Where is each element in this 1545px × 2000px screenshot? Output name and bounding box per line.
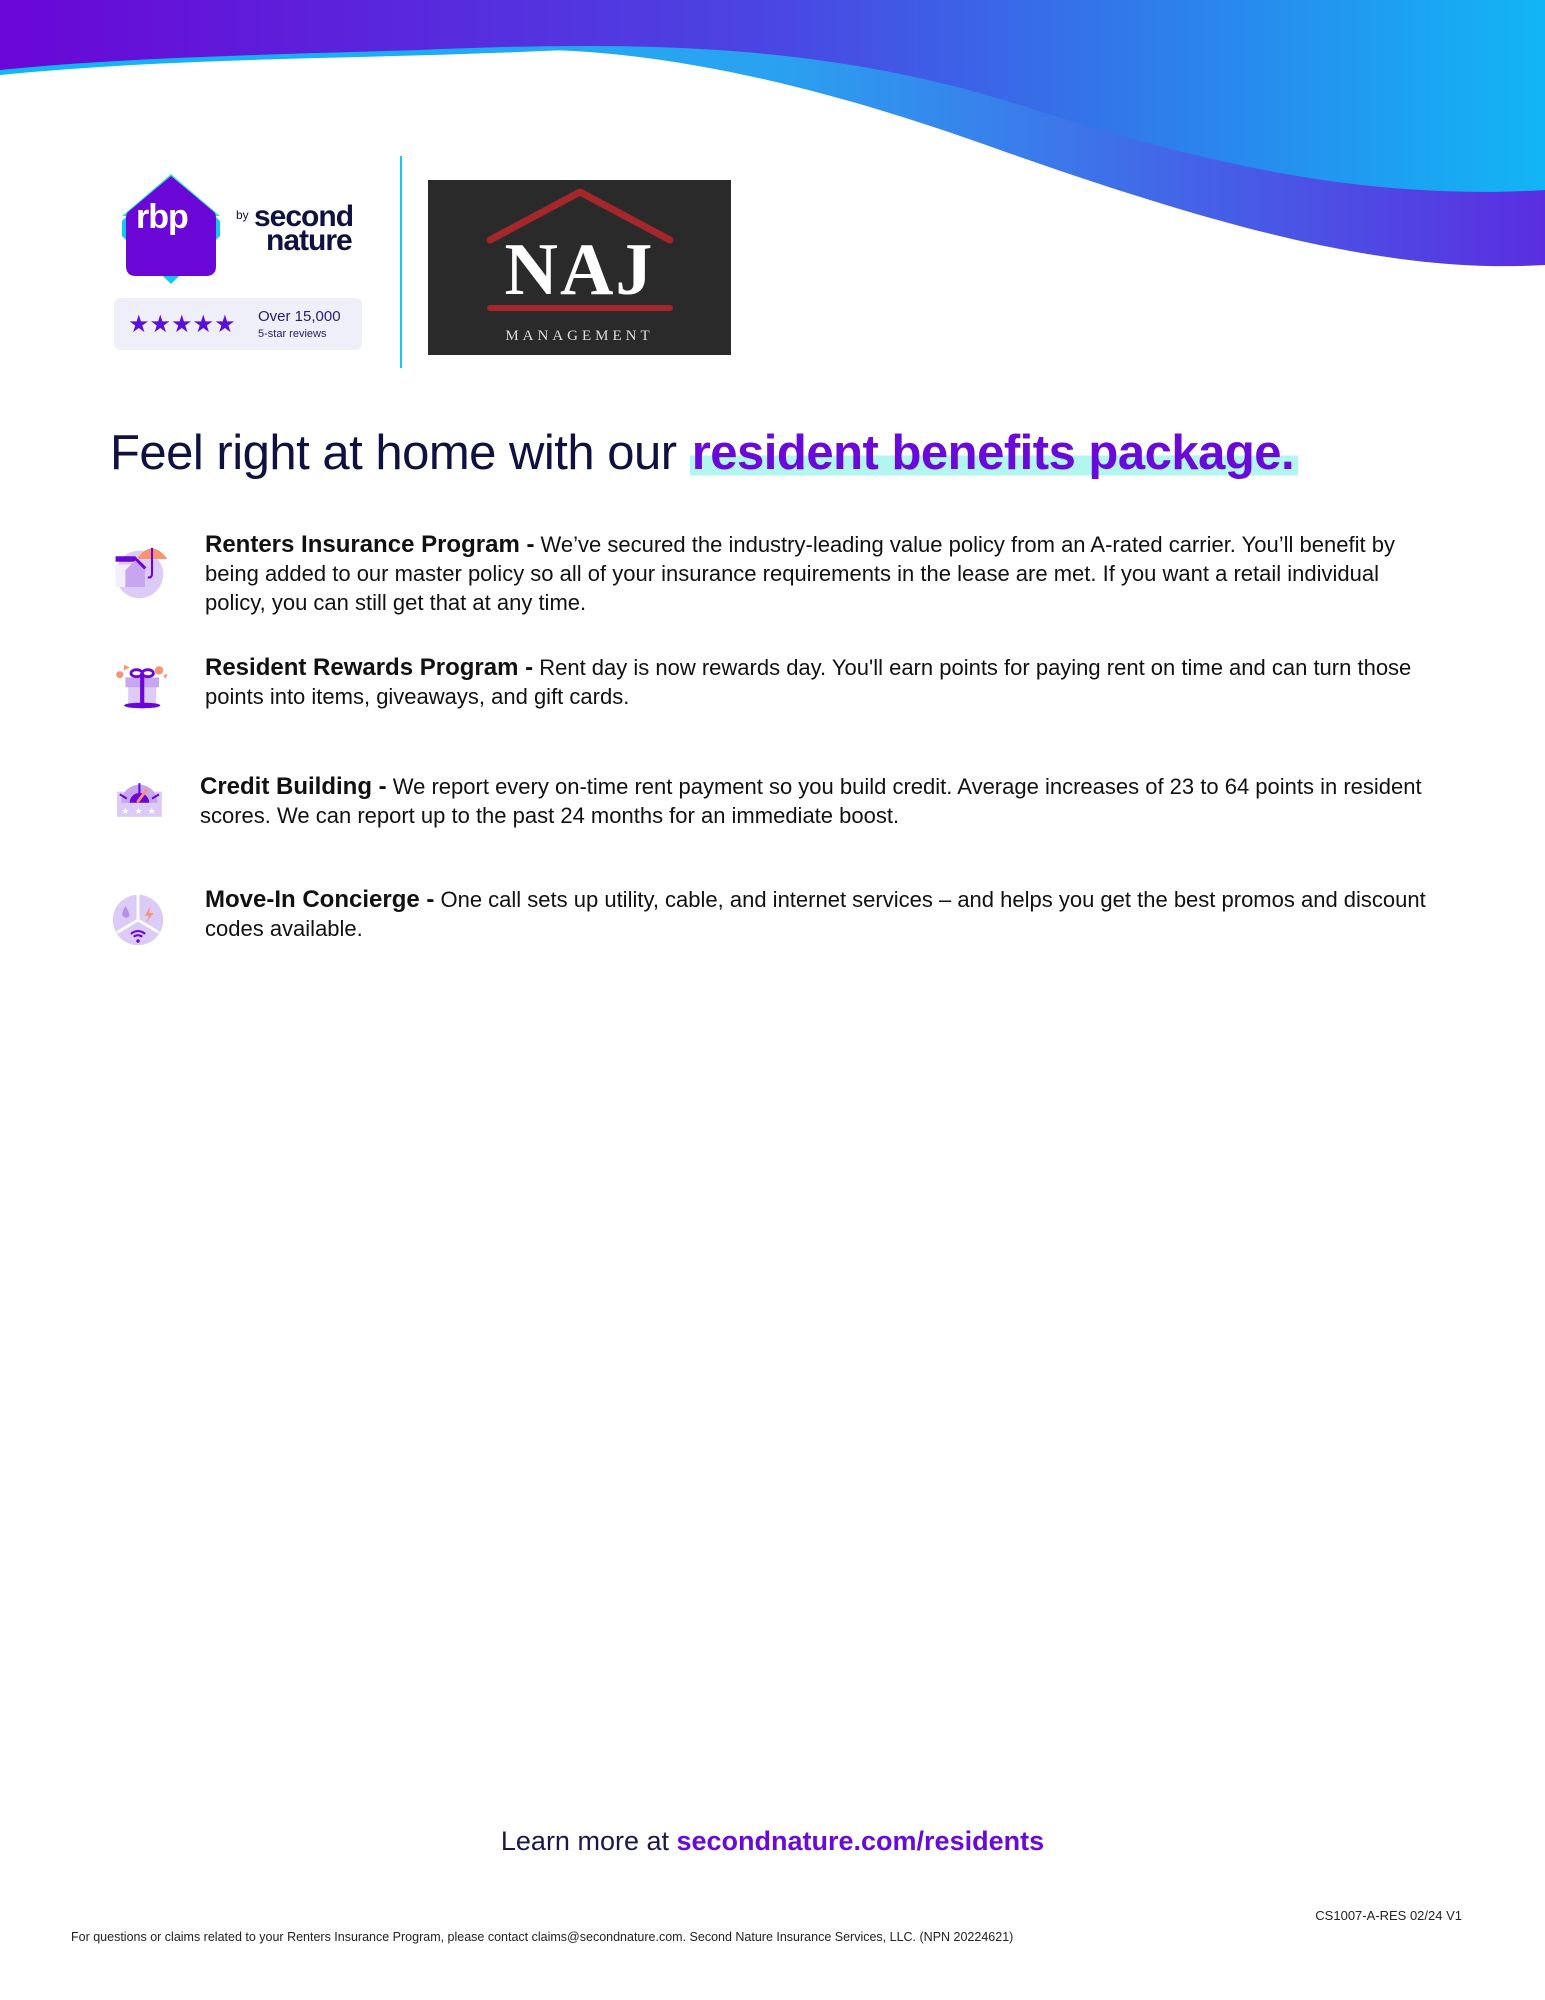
utilities-icon — [110, 885, 180, 955]
benefit-description: We report every on-time rent payment so you build credit. Average increases of 23 to 64 points in resident scores. We can report up to the past 24 months for an immediate boost. — [200, 774, 1422, 828]
reviews-label: 5-star reviews — [258, 328, 327, 340]
benefit-text — [205, 653, 1440, 711]
svg-text:★: ★ — [121, 806, 130, 816]
naj-subtitle: MANAGEMENT — [505, 328, 654, 344]
learn-more-link[interactable]: secondnature.com/residents — [676, 1826, 1045, 1856]
benefit-title: Renters Insurance Program - — [205, 531, 535, 558]
benefit-description: We’ve secured the industry-leading value policy from an A-rated carrier. You’ll benefit by being added to our master policy so all of your insurance requirements in the lease are met. If you want a retail individual policy, you can still get that at any time. — [205, 532, 1395, 615]
house-umbrella-icon — [110, 538, 180, 608]
by-label: by — [236, 208, 249, 222]
reviews-badge — [114, 298, 362, 350]
benefit-title: Resident Rewards Program - — [205, 654, 534, 681]
benefit-text — [200, 772, 1440, 830]
headline-prefix: Feel right at home with our — [110, 426, 690, 480]
document-code: CS1007-A-RES 02/24 V1 — [1315, 1908, 1462, 1923]
headline-highlight: resident benefits package. — [690, 426, 1298, 480]
svg-text:★: ★ — [147, 806, 156, 816]
benefit-text — [205, 885, 1440, 943]
learn-more-prefix: Learn more at — [500, 1826, 677, 1856]
benefit-description: One call sets up utility, cable, and internet services – and helps you get the best promos and discount codes available. — [205, 887, 1426, 941]
benefit-title: Move-In Concierge - — [205, 886, 435, 913]
naj-management-logo — [428, 180, 731, 355]
svg-text:★: ★ — [134, 806, 143, 816]
gift-icon — [110, 655, 180, 725]
reviews-count: Over 15,000 — [258, 308, 341, 325]
naj-wordmark: NAJ — [504, 229, 655, 311]
rbp-wordmark: rbp — [136, 198, 188, 236]
credit-gauge-icon — [110, 772, 180, 842]
five-stars-icon: ★★★★★ — [128, 311, 236, 338]
benefit-text — [205, 530, 1440, 617]
logo-divider — [400, 156, 402, 368]
rbp-second-nature-logo — [112, 166, 372, 286]
learn-more-line — [0, 1826, 1545, 1857]
footer-disclaimer: For questions or claims related to your Renters Insurance Program, please contact claims@secondnature.com. Second Nature Insurance Services, LLC. (NPN 20224621) — [71, 1930, 1014, 1944]
benefit-description: Rent day is now rewards day. You'll earn points for paying rent on time and can turn those points into items, giveaways, and gift cards. — [205, 655, 1412, 709]
second-label: second — [254, 200, 354, 233]
nature-label: nature — [266, 224, 352, 257]
benefit-title: Credit Building - — [200, 773, 387, 800]
page-title — [110, 425, 1298, 481]
